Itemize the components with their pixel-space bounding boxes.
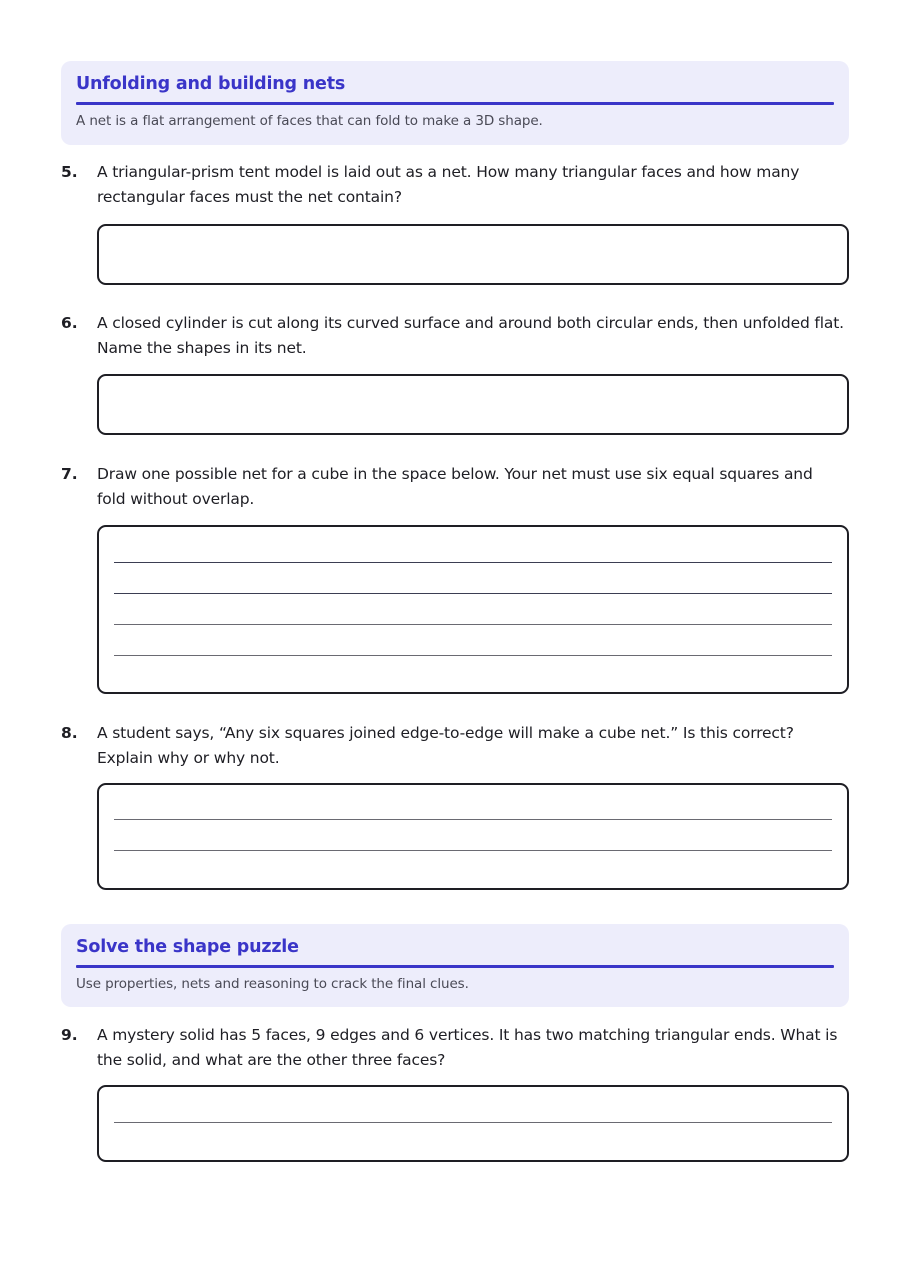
writing-line bbox=[114, 1122, 832, 1123]
answer-box-6[interactable] bbox=[97, 374, 849, 435]
question-text-line: A closed cylinder is cut along its curved surface and around both circular ends, then unfolded flat. bbox=[97, 314, 844, 332]
question-text-line: the solid, and what are the other three faces? bbox=[97, 1051, 446, 1069]
question-text bbox=[97, 462, 853, 512]
question-text bbox=[97, 311, 853, 361]
question-9 bbox=[61, 1023, 861, 1073]
section-header-nets bbox=[61, 61, 849, 145]
section-title: Unfolding and building nets bbox=[76, 74, 346, 94]
question-text bbox=[97, 721, 853, 771]
writing-line bbox=[114, 593, 832, 594]
writing-line bbox=[114, 819, 832, 820]
question-text-line: Draw one possible net for a cube in the space below. Your net must use six equal squares and bbox=[97, 465, 813, 483]
section-description: Use properties, nets and reasoning to crack the final clues. bbox=[76, 976, 469, 992]
question-text bbox=[97, 1023, 853, 1073]
writing-line bbox=[114, 850, 832, 851]
question-8 bbox=[61, 721, 861, 771]
question-number: 5. bbox=[61, 163, 78, 181]
question-number: 7. bbox=[61, 465, 78, 483]
question-6 bbox=[61, 311, 861, 361]
question-text-line: Name the shapes in its net. bbox=[97, 339, 307, 357]
question-text-line: Explain why or why not. bbox=[97, 749, 280, 767]
section-divider bbox=[76, 102, 834, 105]
writing-line bbox=[114, 655, 832, 656]
writing-line bbox=[114, 562, 832, 563]
question-text-line: fold without overlap. bbox=[97, 490, 255, 508]
question-text-line: rectangular faces must the net contain? bbox=[97, 188, 402, 206]
question-number: 6. bbox=[61, 314, 78, 332]
answer-box-8[interactable] bbox=[97, 783, 849, 890]
question-5 bbox=[61, 160, 861, 210]
section-divider bbox=[76, 965, 834, 968]
question-text-line: A triangular-prism tent model is laid out as a net. How many triangular faces and how many bbox=[97, 163, 800, 181]
question-number: 9. bbox=[61, 1026, 78, 1044]
question-text bbox=[97, 160, 853, 210]
question-text-line: A student says, “Any six squares joined edge-to-edge will make a cube net.” Is this correct? bbox=[97, 724, 794, 742]
question-7 bbox=[61, 462, 861, 512]
answer-box-9[interactable] bbox=[97, 1085, 849, 1162]
section-header-puzzle bbox=[61, 924, 849, 1007]
answer-box-7[interactable] bbox=[97, 525, 849, 694]
answer-box-5[interactable] bbox=[97, 224, 849, 285]
section-title: Solve the shape puzzle bbox=[76, 937, 299, 957]
question-text-line: A mystery solid has 5 faces, 9 edges and 6 vertices. It has two matching triangular ends. What is bbox=[97, 1026, 838, 1044]
section-description: A net is a flat arrangement of faces that can fold to make a 3D shape. bbox=[76, 113, 543, 129]
writing-line bbox=[114, 624, 832, 625]
question-number: 8. bbox=[61, 724, 78, 742]
